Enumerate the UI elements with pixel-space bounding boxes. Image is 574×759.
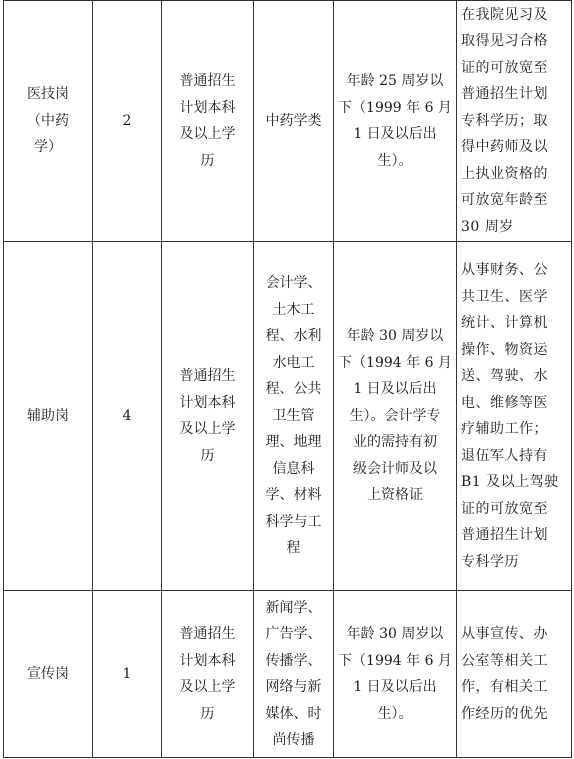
major-cell: 新闻学、 广告学、 传播学、 网络与新 媒体、时 尚传播 (254, 591, 334, 758)
education-cell: 普通招生 计划本科 及以上学 历 (162, 591, 254, 758)
age-cell: 年龄 30 周岁以 下（1994 年 6 月 1 日及以后出 生）。会计学专 业的需持有初 级会计师及以 上资格证 (334, 242, 457, 591)
major-cell: 会计学、 土木工 程、水利 水电工 程、公共 卫生管 理、地理 信息科 学、材料 科学与工 程 (254, 242, 334, 591)
age-cell: 年龄 30 周岁以 下（1994 年 6 月 1 日及以后出 生）。 (334, 591, 457, 758)
table-row (4, 242, 572, 591)
count-cell: 1 (93, 591, 162, 758)
table-row (4, 591, 572, 758)
position-cell: 医技岗 （中药 学） (4, 1, 93, 242)
education-cell: 普通招生 计划本科 及以上学 历 (162, 1, 254, 242)
count-cell: 4 (93, 242, 162, 591)
recruitment-table (3, 0, 572, 758)
major-cell: 中药学类 (254, 1, 334, 242)
education-cell: 普通招生 计划本科 及以上学 历 (162, 242, 254, 591)
table-row (4, 1, 572, 242)
other-requirements-cell: 在我院见习及 取得见习合格 证的可放宽至 普通招生计划 专科学历；取 得中药师及以 上执业资格的 可放宽年龄至 30 周岁 (457, 1, 572, 242)
other-requirements-cell: 从事财务、公 共卫生、医学 统计、计算机 操作、物资运 送、驾驶、水 电、维修等医 疗辅助工作； 退伍军人持有 B1 及以上驾驶 证的可放宽至 普通招生计划 专科学历 (457, 242, 572, 591)
position-cell: 辅助岗 (4, 242, 93, 591)
count-cell: 2 (93, 1, 162, 242)
age-cell: 年龄 25 周岁以 下（1999 年 6 月 1 日及以后出 生）。 (334, 1, 457, 242)
other-requirements-cell: 从事宣传、办 公室等相关工 作，有相关工 作经历的优先 (457, 591, 572, 758)
position-cell: 宣传岗 (4, 591, 93, 758)
